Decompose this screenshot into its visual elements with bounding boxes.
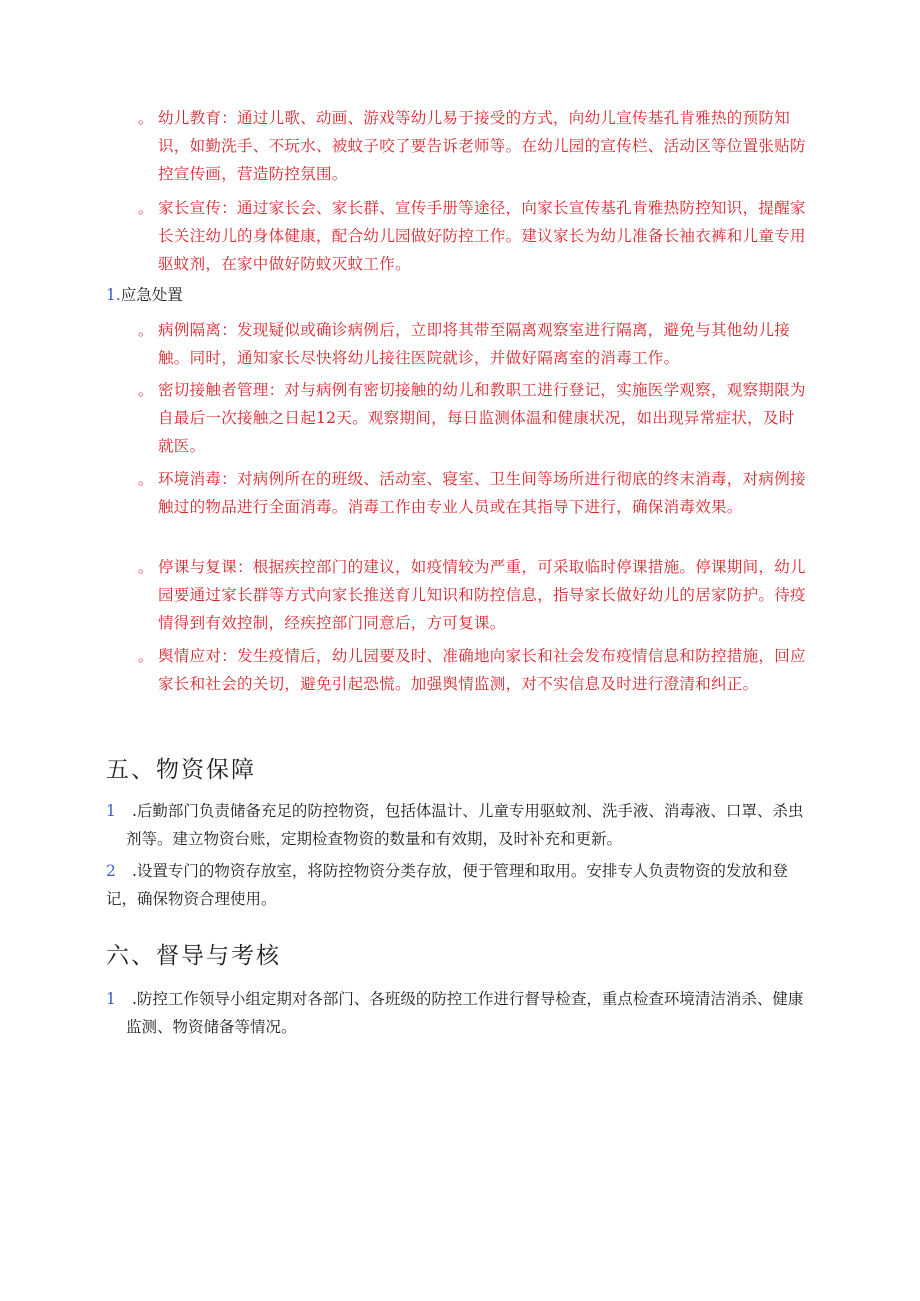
bullet-item-class-suspension	[138, 553, 810, 637]
item-number: 1	[106, 990, 116, 1008]
bullet-text: 幼儿教育：通过儿歌、动画、游戏等幼儿易于接受的方式，向幼儿宣传基孔肯雅热的预防知识，如勤洗手、不玩水、被蚊子咬了要告诉老师等。在幼儿园的宣传栏、活动区等位置张贴防控宣传画，营造防控氛围。	[158, 109, 806, 183]
item-number: 2	[106, 862, 116, 880]
bullet-item-parent-publicity	[138, 194, 810, 278]
subheading-number: 1.	[106, 286, 121, 304]
bullet-item-disinfection	[138, 465, 810, 521]
subheading-emergency	[106, 281, 183, 309]
bullet-marker: 。	[138, 381, 154, 399]
bullet-text: 舆情应对：发生疫情后，幼儿园要及时、准确地向家长和社会发布疫情信息和防控措施，回应家长和社会的关切，避免引起恐慌。加强舆情监测，对不实信息及时进行澄清和纠正。	[158, 647, 806, 693]
bullet-text: 家长宣传：通过家长会、家长群、宣传手册等途径，向家长宣传基孔肯雅热防控知识，提醒家长关注幼儿的身体健康，配合幼儿园做好防控工作。建议家长为幼儿准备长袖衣裤和儿童专用驱蚊剂，在家中做好防蚊灭蚊工作。	[158, 199, 806, 273]
numbered-item	[106, 797, 812, 853]
bullet-marker: 。	[138, 647, 154, 665]
item-text: .设置专门的物资存放室，将防控物资分类存放，便于管理和取用。安排专人负责物资的发放和登记，确保物资合理使用。	[106, 862, 788, 908]
bullet-marker: 。	[138, 321, 154, 339]
bullet-text: 病例隔离：发现疑似或确诊病例后，立即将其带至隔离观察室进行隔离，避免与其他幼儿接触。同时，通知家长尽快将幼儿接往医院就诊，并做好隔离室的消毒工作。	[158, 321, 791, 367]
bullet-marker: 。	[138, 109, 154, 127]
item-text: .防控工作领导小组定期对各部门、各班级的防控工作进行督导检查，重点检查环境清洁消杀、健康监测、物资储备等情况。	[126, 990, 804, 1036]
numbered-item	[106, 985, 812, 1041]
section-heading-supervision: 六、督导与考核	[106, 943, 281, 969]
bullet-item-public-opinion	[138, 642, 810, 698]
bullet-marker: 。	[138, 199, 154, 217]
item-number: 1	[106, 802, 116, 820]
bullet-item-case-isolation	[138, 316, 810, 372]
numbered-item	[106, 857, 812, 913]
bullet-item-child-education	[138, 104, 810, 188]
subheading-title: 应急处置	[120, 286, 183, 304]
bullet-text: 密切接触者管理：对与病例有密切接触的幼儿和教职工进行登记，实施医学观察，观察期限为自最后一次接触之日起12天。观察期间，每日监测体温和健康状况，如出现异常症状，及时就医。	[158, 381, 806, 455]
bullet-marker: 。	[138, 470, 154, 488]
bullet-marker: 。	[138, 558, 154, 576]
bullet-item-close-contacts	[138, 376, 810, 460]
section-heading-supplies: 五、物资保障	[106, 757, 256, 783]
bullet-text: 环境消毒：对病例所在的班级、活动室、寝室、卫生间等场所进行彻底的终末消毒，对病例接触过的物品进行全面消毒。消毒工作由专业人员或在其指导下进行，确保消毒效果。	[158, 470, 806, 516]
item-text: .后勤部门负责储备充足的防控物资，包括体温计、儿童专用驱蚊剂、洗手液、消毒液、口罩、杀虫剂等。建立物资台账，定期检查物资的数量和有效期，及时补充和更新。	[126, 802, 804, 848]
bullet-text: 停课与复课：根据疾控部门的建议，如疫情较为严重，可采取临时停课措施。停课期间，幼儿园要通过家长群等方式向家长推送育儿知识和防控信息，指导家长做好幼儿的居家防护。待疫情得到有效控制，经疾控部门同意后，方可复课。	[158, 558, 806, 632]
